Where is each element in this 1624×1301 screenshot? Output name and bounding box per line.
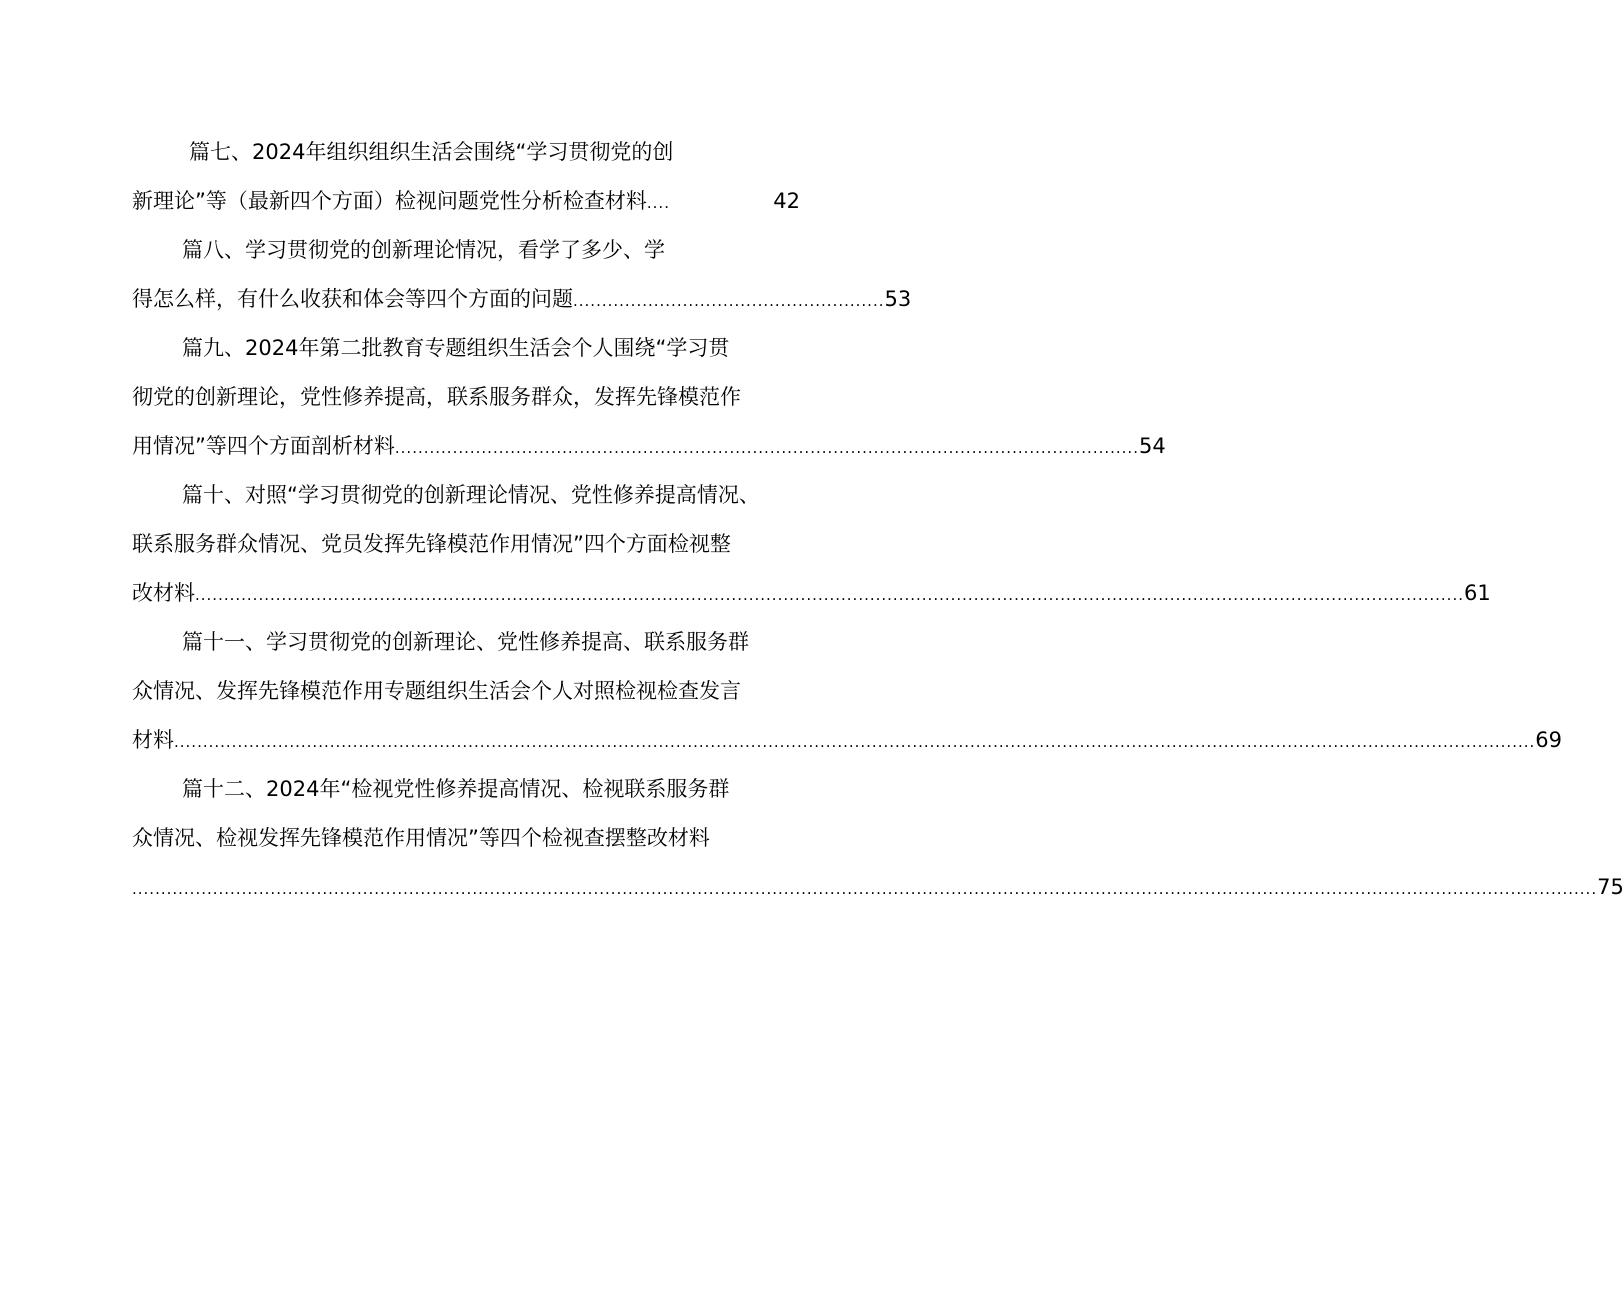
toc-entry-line: 众情况、检视发挥先锋模范作用情况”等四个检视查摆整改材料 [132,826,710,850]
toc-entry-line: 篇十一、学习贯彻党的创新理论、党性修养提高、联系服务群 [182,630,749,654]
toc-entry-text: 材料 [132,728,174,752]
toc-entry-text: 新理论”等（最新四个方面）检视问题党性分析检查材料 [132,189,647,213]
page-number: 69 [1535,728,1562,752]
toc-entry-9[interactable] [132,324,1166,471]
dot-leader: .... [646,194,670,212]
toc-entry-line-last [132,863,1624,912]
toc-entry-line-last [132,569,1491,618]
toc-entry-line: 篇十、对照“学习贯彻党的创新理论情况、党性修养提高情况、 [182,483,760,507]
toc-entry-text: 改材料 [132,581,195,605]
dot-leader: ............................................................................................................................................................................................................................ [195,586,1464,604]
toc-entry-line: 篇八、学习贯彻党的创新理论情况，看学了多少、学 [182,238,665,262]
toc-entry-line: 篇九、2024年第二批教育专题组织生活会个人围绕“学习贯 [182,336,730,360]
toc-entry-line: 众情况、发挥先锋模范作用专题组织生活会个人对照检视检查发言 [132,679,741,703]
toc-entry-text: 用情况”等四个方面剖析材料 [132,434,395,458]
page-number: 54 [1138,434,1166,458]
dot-leader: ...................................................... [573,292,885,310]
page-number: 53 [884,287,912,311]
toc-entry-12[interactable] [132,765,1624,912]
page-number: 61 [1463,581,1491,605]
dot-leader: ............................................................................................................................................................................................................................................ [174,733,1536,751]
table-of-contents [132,128,1624,912]
page-number: 75 [1597,875,1624,899]
toc-entry-line: 篇十二、2024年“检视党性修养提高情况、检视联系服务群 [182,777,730,801]
toc-entry-11[interactable] [132,618,1562,765]
dot-leader: .............................................................................................................................................................................................................................................................. [132,880,1598,898]
toc-entry-line-last [132,177,800,226]
toc-entry-text: 得怎么样，有什么收获和体会等四个方面的问题 [132,287,573,311]
page-number: 42 [773,189,800,213]
toc-entry-8[interactable] [132,226,912,324]
dot-leader: ................................................................................................................................. [394,439,1139,457]
toc-entry-7[interactable] [132,128,800,226]
toc-entry-line-last [132,716,1562,765]
toc-entry-10[interactable] [132,471,1491,618]
toc-entry-line: 篇七、2024年组织组织生活会围绕“学习贯彻党的创 [189,140,674,164]
toc-entry-line: 联系服务群众情况、党员发挥先锋模范作用情况”四个方面检视整 [132,532,731,556]
toc-entry-line: 彻党的创新理论，党性修养提高，联系服务群众，发挥先锋模范作 [132,385,741,409]
toc-entry-line-last [132,422,1166,471]
toc-entry-line-last [132,275,912,324]
